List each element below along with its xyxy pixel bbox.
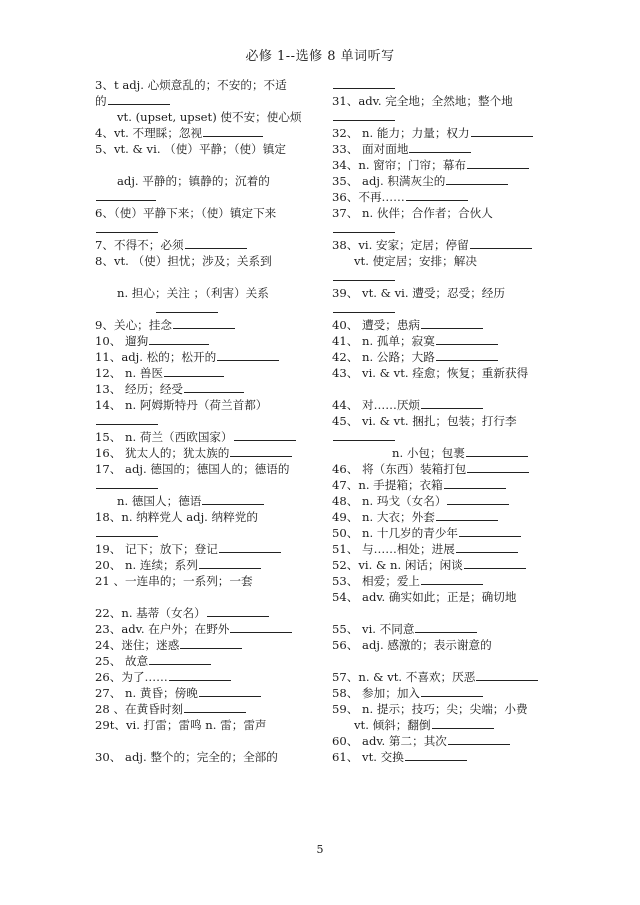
vocab-text: 59、 n. 提示；技巧；尖；尖端；小费 bbox=[332, 702, 528, 716]
vocab-line bbox=[95, 429, 320, 445]
vocab-line bbox=[95, 653, 320, 669]
vocab-text: 45、 vi. & vt. 捆扎；包装；打行李 bbox=[332, 414, 517, 428]
answer-blank[interactable] bbox=[173, 317, 235, 329]
vocab-text: 58、 参加；加入 bbox=[332, 686, 421, 700]
vocab-text: 22、n. 基蒂（女名） bbox=[95, 606, 206, 620]
vocab-text: 46、 将（东西）装箱打包 bbox=[332, 462, 467, 476]
vocab-line bbox=[332, 285, 557, 301]
answer-blank[interactable] bbox=[459, 525, 521, 537]
vocab-line bbox=[332, 365, 557, 381]
vocab-text: 56、 adj. 感激的；表示谢意的 bbox=[332, 638, 492, 652]
vocab-line bbox=[332, 749, 557, 765]
vocab-text: 31、adv. 完全地；全然地；整个地 bbox=[332, 94, 513, 108]
vocab-line bbox=[332, 701, 557, 717]
answer-blank[interactable] bbox=[149, 653, 211, 665]
answer-blank[interactable] bbox=[476, 669, 538, 681]
vocab-line bbox=[95, 237, 320, 253]
answer-blank[interactable] bbox=[164, 365, 224, 377]
vocab-line bbox=[332, 157, 557, 173]
vocab-line bbox=[95, 413, 320, 429]
answer-blank[interactable] bbox=[470, 237, 532, 249]
answer-blank[interactable] bbox=[466, 445, 528, 457]
vocab-line bbox=[95, 733, 320, 749]
answer-blank[interactable] bbox=[149, 333, 209, 345]
vocab-text: 29t、vi. 打雷；雷鸣 n. 雷；雷声 bbox=[95, 718, 267, 732]
vocab-text: 61、 vt. 交换 bbox=[332, 750, 404, 764]
vocab-line bbox=[332, 557, 557, 573]
answer-blank[interactable] bbox=[156, 301, 218, 313]
vocab-line bbox=[95, 269, 320, 285]
answer-blank[interactable] bbox=[203, 125, 263, 137]
answer-blank[interactable] bbox=[96, 477, 158, 489]
vocab-text: 44、 对……厌烦 bbox=[332, 398, 421, 412]
answer-blank[interactable] bbox=[184, 381, 244, 393]
vocab-line bbox=[95, 189, 320, 205]
vocab-line bbox=[332, 381, 557, 397]
answer-blank[interactable] bbox=[447, 493, 509, 505]
vocab-line bbox=[332, 653, 557, 669]
vocab-text: 27、 n. 黄昏；傍晚 bbox=[95, 686, 198, 700]
answer-blank[interactable] bbox=[436, 349, 498, 361]
vocab-line bbox=[332, 397, 557, 413]
vocab-line bbox=[332, 429, 557, 445]
answer-blank[interactable] bbox=[421, 317, 483, 329]
vocab-line bbox=[332, 541, 557, 557]
vocab-text: 15、 n. 荷兰（西欧国家） bbox=[95, 430, 233, 444]
answer-blank[interactable] bbox=[202, 493, 264, 505]
vocab-text: 38、vi. 安家；定居；停留 bbox=[332, 238, 469, 252]
vocab-line bbox=[95, 93, 320, 109]
vocab-line bbox=[332, 125, 557, 141]
answer-blank[interactable] bbox=[405, 749, 467, 761]
vocab-line bbox=[95, 701, 320, 717]
vocab-text: 53、 相爱；爱上 bbox=[332, 574, 421, 588]
vocab-text: 47、n. 手提箱；衣箱 bbox=[332, 478, 443, 492]
vocab-line bbox=[95, 205, 320, 221]
vocab-line bbox=[332, 413, 557, 429]
vocab-text: 55、 vi. 不同意 bbox=[332, 622, 415, 636]
vocab-line bbox=[95, 333, 320, 349]
vocab-text: vt. 倾斜；翻倒 bbox=[354, 718, 431, 732]
vocab-line bbox=[332, 109, 557, 125]
vocab-text: 16、 犹太人的；犹太族的 bbox=[95, 446, 230, 460]
answer-blank[interactable] bbox=[180, 637, 242, 649]
answer-blank[interactable] bbox=[444, 477, 506, 489]
vocab-line bbox=[332, 205, 557, 221]
vocab-line bbox=[332, 173, 557, 189]
vocab-text: 25、 故意 bbox=[95, 654, 149, 668]
vocab-line bbox=[332, 717, 557, 733]
vocab-text: 52、vi. & n. 闲话；闲谈 bbox=[332, 558, 463, 572]
answer-blank[interactable] bbox=[471, 125, 533, 137]
vocab-text: 28 、在黄昏时刻 bbox=[95, 702, 184, 716]
answer-blank[interactable] bbox=[185, 237, 247, 249]
vocab-text: 4、vt. 不理睬；忽视 bbox=[95, 126, 203, 140]
vocab-text: adj. 平静的；镇静的；沉着的 bbox=[117, 174, 270, 188]
vocab-line bbox=[332, 573, 557, 589]
vocab-text: 54、 adv. 确实如此；正是；确切地 bbox=[332, 590, 517, 604]
vocab-line bbox=[95, 173, 320, 189]
vocab-line bbox=[95, 541, 320, 557]
vocab-line bbox=[332, 189, 557, 205]
vocab-text: 26、为了…… bbox=[95, 670, 168, 684]
page-title: 必修 1--选修 8 单词听写 bbox=[245, 49, 395, 64]
right-column bbox=[332, 77, 557, 765]
vocab-line bbox=[332, 93, 557, 109]
answer-blank[interactable] bbox=[421, 685, 483, 697]
vocab-text: n. 小包；包裹 bbox=[392, 446, 465, 460]
vocab-text: 32、 n. 能力；力量；权力 bbox=[332, 126, 470, 140]
vocab-text: 36、不再…… bbox=[332, 190, 405, 204]
vocab-text: 7、不得不；必须 bbox=[95, 238, 184, 252]
answer-blank[interactable] bbox=[207, 605, 269, 617]
vocab-line bbox=[332, 589, 557, 605]
vocab-line bbox=[332, 605, 557, 621]
answer-blank[interactable] bbox=[96, 413, 158, 425]
answer-blank[interactable] bbox=[409, 141, 471, 153]
vocab-line bbox=[332, 141, 557, 157]
vocab-line bbox=[95, 749, 320, 765]
vocab-line bbox=[95, 445, 320, 461]
vocab-text: 35、 adj. 积满灰尘的 bbox=[332, 174, 446, 188]
vocab-text: 30、 adj. 整个的；完全的；全部的 bbox=[95, 750, 278, 764]
vocab-line bbox=[95, 381, 320, 397]
vocab-line bbox=[95, 637, 320, 653]
vocab-line bbox=[95, 285, 320, 301]
vocab-line bbox=[332, 525, 557, 541]
answer-blank[interactable] bbox=[199, 685, 261, 697]
answer-blank[interactable] bbox=[333, 77, 395, 89]
vocab-text: vt. 使定居；安排；解决 bbox=[354, 254, 477, 268]
vocab-text: 9、关心；挂念 bbox=[95, 318, 172, 332]
vocab-line bbox=[95, 477, 320, 493]
page-number: 5 bbox=[316, 843, 324, 856]
answer-blank[interactable] bbox=[448, 733, 510, 745]
vocab-text: 18、n. 纳粹党人 adj. 纳粹党的 bbox=[95, 510, 258, 524]
vocab-text: 48、 n. 玛戈（女名） bbox=[332, 494, 447, 508]
answer-blank[interactable] bbox=[421, 397, 483, 409]
vocab-text: 33、 面对面地 bbox=[332, 142, 409, 156]
vocab-line bbox=[332, 221, 557, 237]
vocab-line bbox=[332, 269, 557, 285]
vocab-line bbox=[332, 333, 557, 349]
answer-blank[interactable] bbox=[436, 509, 498, 521]
vocab-text: 57、n. & vt. 不喜欢；厌恶 bbox=[332, 670, 476, 684]
vocab-text: 60、 adv. 第二；其次 bbox=[332, 734, 447, 748]
vocab-text: 34、n. 窗帘；门帘；幕布 bbox=[332, 158, 466, 172]
answer-blank[interactable] bbox=[421, 573, 483, 585]
vocab-line bbox=[332, 237, 557, 253]
answer-blank[interactable] bbox=[467, 461, 529, 473]
answer-blank[interactable] bbox=[456, 541, 518, 553]
vocab-text: 13、 经历；经受 bbox=[95, 382, 184, 396]
vocab-line bbox=[95, 685, 320, 701]
vocab-line bbox=[95, 349, 320, 365]
vocab-line bbox=[332, 445, 557, 461]
vocab-text: 43、 vi. & vt. 痊愈；恢复；重新获得 bbox=[332, 366, 529, 380]
answer-blank[interactable] bbox=[467, 157, 529, 169]
answer-blank[interactable] bbox=[234, 429, 296, 441]
vocab-line bbox=[95, 109, 320, 125]
answer-blank[interactable] bbox=[432, 717, 494, 729]
vocab-text: 10、 遛狗 bbox=[95, 334, 149, 348]
answer-blank[interactable] bbox=[446, 173, 508, 185]
vocab-text: n. 担心；关注 ；（利害）关系 bbox=[117, 286, 269, 300]
vocab-text: vt. (upset, upset) 使不安；使心烦 bbox=[117, 110, 302, 124]
vocab-line bbox=[95, 317, 320, 333]
vocab-text: 14、 n. 阿姆斯特丹（荷兰首都） bbox=[95, 398, 268, 412]
answer-blank[interactable] bbox=[436, 333, 498, 345]
answer-blank[interactable] bbox=[333, 221, 395, 233]
vocab-text: 3、t adj. 心烦意乱的；不安的；不适 bbox=[95, 78, 287, 92]
vocab-line bbox=[332, 493, 557, 509]
vocab-text: 8、vt. （使）担忧；涉及；关系到 bbox=[95, 254, 272, 268]
vocab-text: 24、迷住；迷惑 bbox=[95, 638, 180, 652]
vocab-text: 12、 n. 兽医 bbox=[95, 366, 164, 380]
vocab-line bbox=[332, 733, 557, 749]
vocab-line bbox=[95, 397, 320, 413]
vocab-line bbox=[95, 221, 320, 237]
answer-blank[interactable] bbox=[96, 189, 156, 201]
vocab-text: 23、adv. 在户外；在野外 bbox=[95, 622, 230, 636]
vocab-line bbox=[95, 141, 320, 157]
vocab-line bbox=[95, 717, 320, 733]
vocab-line bbox=[95, 77, 320, 93]
answer-blank[interactable] bbox=[230, 445, 292, 457]
answer-blank[interactable] bbox=[333, 269, 395, 281]
vocab-text: 17、 adj. 德国的；德国人的；德语的 bbox=[95, 462, 290, 476]
vocab-line bbox=[332, 637, 557, 653]
vocab-text: 41、 n. 孤单；寂寞 bbox=[332, 334, 435, 348]
vocab-line bbox=[95, 557, 320, 573]
vocab-line bbox=[95, 621, 320, 637]
answer-blank[interactable] bbox=[96, 221, 158, 233]
vocab-text: 39、 vt. & vi. 遭受；忍受；经历 bbox=[332, 286, 505, 300]
vocab-text: 50、 n. 十几岁的青少年 bbox=[332, 526, 459, 540]
answer-blank[interactable] bbox=[230, 621, 292, 633]
vocab-line bbox=[332, 77, 557, 93]
vocab-text: 19、 记下；放下；登记 bbox=[95, 542, 218, 556]
vocab-text: 5、vt. & vi. （使）平静；（使）镇定 bbox=[95, 142, 286, 156]
vocab-line bbox=[332, 253, 557, 269]
answer-blank[interactable] bbox=[199, 557, 261, 569]
answer-blank[interactable] bbox=[184, 701, 246, 713]
answer-blank[interactable] bbox=[415, 621, 477, 633]
vocab-line bbox=[95, 669, 320, 685]
vocab-text: 37、 n. 伙伴；合作者；合伙人 bbox=[332, 206, 493, 220]
answer-blank[interactable] bbox=[333, 429, 395, 441]
vocab-text: 6、（使）平静下来；（使）镇定下来 bbox=[95, 206, 277, 220]
vocab-line bbox=[332, 349, 557, 365]
vocab-text: 11、adj. 松的；松开的 bbox=[95, 350, 217, 364]
vocab-line bbox=[332, 301, 557, 317]
vocab-line bbox=[332, 477, 557, 493]
answer-blank[interactable] bbox=[333, 109, 395, 121]
answer-blank[interactable] bbox=[108, 93, 170, 105]
vocab-line bbox=[95, 493, 320, 509]
answer-blank[interactable] bbox=[219, 541, 281, 553]
answer-blank[interactable] bbox=[333, 301, 395, 313]
vocab-line bbox=[332, 621, 557, 637]
vocab-line bbox=[332, 461, 557, 477]
vocab-line bbox=[332, 509, 557, 525]
vocab-text: 40、 遭受；患病 bbox=[332, 318, 421, 332]
vocab-text: 的 bbox=[95, 94, 107, 108]
vocab-line bbox=[95, 253, 320, 269]
answer-blank[interactable] bbox=[169, 669, 231, 681]
vocab-text: 42、 n. 公路；大路 bbox=[332, 350, 435, 364]
vocab-line bbox=[332, 685, 557, 701]
vocab-text: 20、 n. 连续；系列 bbox=[95, 558, 198, 572]
vocab-line bbox=[95, 573, 320, 589]
answer-blank[interactable] bbox=[464, 557, 526, 569]
vocab-line bbox=[95, 605, 320, 621]
vocab-line bbox=[95, 461, 320, 477]
vocab-line bbox=[95, 589, 320, 605]
vocab-text: 51、 与……相处；进展 bbox=[332, 542, 455, 556]
vocab-line bbox=[332, 669, 557, 685]
answer-blank[interactable] bbox=[96, 525, 158, 537]
left-column bbox=[95, 77, 320, 765]
vocab-text: 21 、一连串的；一系列；一套 bbox=[95, 574, 253, 588]
vocab-line bbox=[95, 301, 320, 317]
vocab-line bbox=[332, 317, 557, 333]
vocab-text: 49、 n. 大衣；外套 bbox=[332, 510, 435, 524]
vocab-line bbox=[95, 525, 320, 541]
answer-blank[interactable] bbox=[217, 349, 279, 361]
vocab-line bbox=[95, 509, 320, 525]
vocab-line bbox=[95, 157, 320, 173]
vocab-text: n. 德国人；德语 bbox=[117, 494, 202, 508]
vocab-line bbox=[95, 365, 320, 381]
vocab-line bbox=[95, 125, 320, 141]
answer-blank[interactable] bbox=[406, 189, 468, 201]
